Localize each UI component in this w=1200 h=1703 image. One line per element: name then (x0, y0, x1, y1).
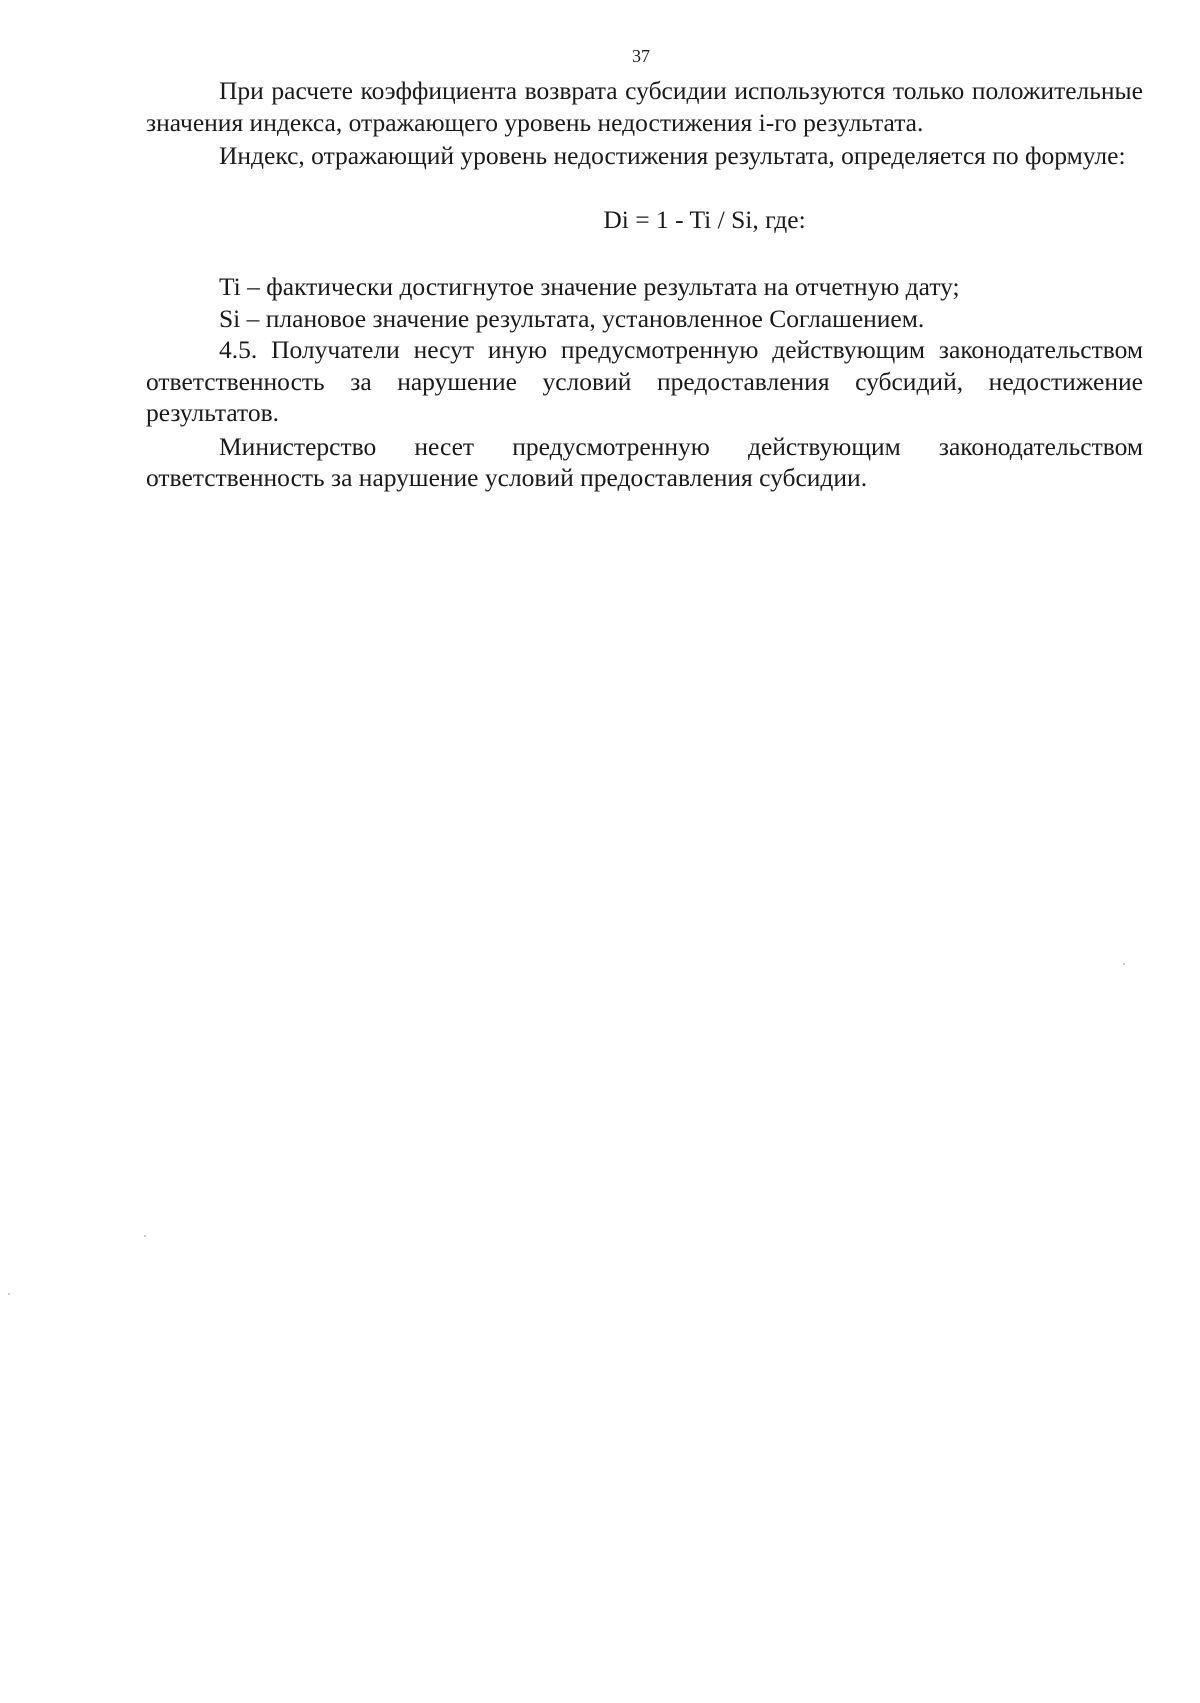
definition-ti: Ti – фактически достигнутое значение результата на отчетную дату; (219, 272, 960, 301)
document-body (146, 75, 1143, 494)
paragraph-index-definition: Индекс, отражающий уровень недостижения результата, определяется по формуле: (219, 141, 1126, 170)
scan-speck (144, 1235, 146, 1237)
definition-si: Si – плановое значение результата, установленное Соглашением. (219, 303, 925, 333)
formula: Di = 1 - Ti / Si, где: (603, 204, 806, 234)
scan-speck (8, 1293, 10, 1295)
paragraph-ministry-responsibility: Министерство несет предусмотренную действующим законодательством ответственность за нарушение условий предоставления субсидии. (146, 431, 1143, 492)
page-number: 37 (632, 46, 650, 66)
paragraph-4-5: 4.5. Получатели несут иную предусмотренную действующим законодательством ответственность за нарушение условий предоставления субсидий, недостижение результатов. (146, 335, 1143, 427)
paragraph-refund-coefficient: При расчете коэффициента возврата субсидии используются только положительные значения индекса, отражающего уровень недостижения i-го результата. (146, 76, 1143, 137)
scan-speck (1123, 963, 1125, 965)
